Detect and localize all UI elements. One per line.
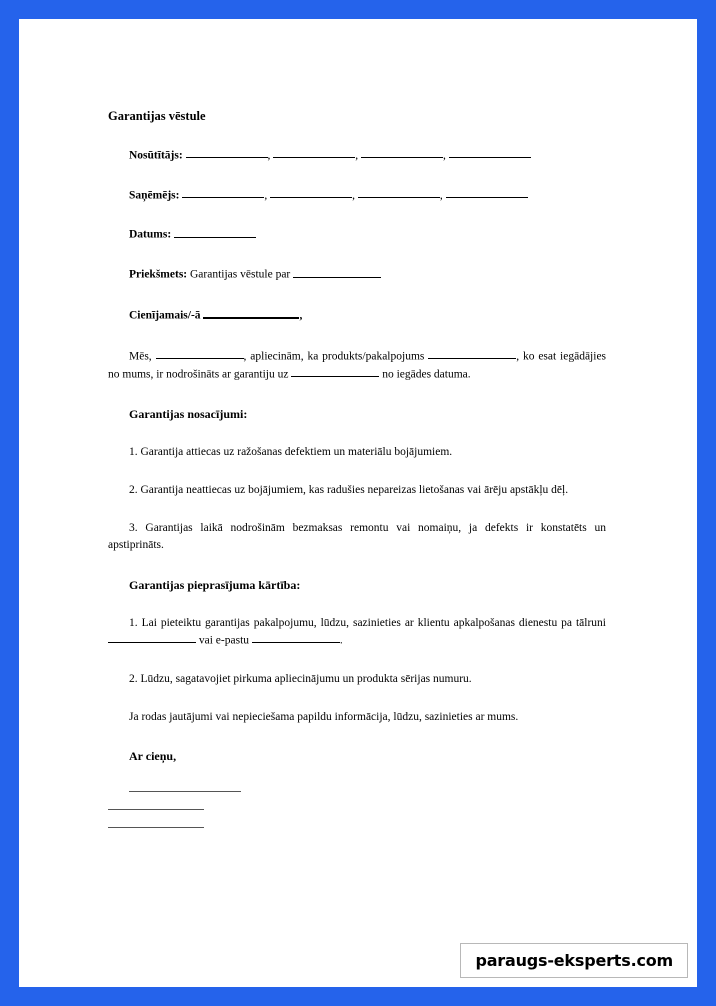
field-subject-text: Garantijas vēstule par	[190, 268, 291, 281]
field-recipient-label: Saņēmējs:	[129, 189, 180, 202]
greeting-blank[interactable]	[203, 306, 299, 319]
greeting-trailing: ,	[299, 309, 303, 322]
field-subject	[108, 266, 606, 284]
field-date-label: Datums:	[129, 228, 172, 241]
sender-separator-2: ,	[355, 149, 362, 162]
closing-text: Ar cieņu,	[129, 749, 177, 764]
field-subject-label: Priekšmets:	[129, 268, 188, 281]
signature-block	[108, 791, 606, 828]
condition-item-2: 2. Garantija neattiecas uz bojājumiem, kas radušies nepareizas lietošanas vai ārēju apstākļu dēļ.	[129, 483, 569, 496]
conditions-heading: Garantijas nosacījumi:	[129, 406, 248, 421]
contact-note: Ja rodas jautājumi vai nepieciešama papildu informācija, lūdzu, sazinieties ar mums.	[129, 710, 519, 723]
sender-separator-1: ,	[267, 149, 274, 162]
signature-line-3[interactable]	[108, 827, 204, 828]
intro-blank-3[interactable]	[291, 366, 379, 378]
greeting-line	[108, 306, 606, 325]
field-date	[108, 226, 606, 244]
procedure-phone-blank[interactable]	[108, 632, 196, 644]
procedure-item-2: 2. Lūdzu, sagatavojiet pirkuma apliecinājumu un produkta sērijas numuru.	[129, 672, 472, 685]
watermark-badge: paraugs-eksperts.com	[460, 943, 688, 978]
recipient-blank-3[interactable]	[358, 187, 440, 199]
field-recipient	[108, 187, 606, 205]
sender-blank-1[interactable]	[186, 147, 268, 159]
subject-blank[interactable]	[293, 266, 381, 278]
sender-blank-2[interactable]	[273, 147, 355, 159]
page-title: Garantijas vēstule	[108, 109, 206, 123]
recipient-blank-1[interactable]	[182, 187, 264, 199]
recipient-blank-4[interactable]	[446, 187, 528, 199]
sender-blank-4[interactable]	[449, 147, 531, 159]
condition-item-3: 3. Garantijas laikā nodrošinām bezmaksas remontu vai nomaiņu, ja defekts ir konstatēts un apstiprināts.	[108, 522, 606, 552]
date-blank[interactable]	[174, 226, 256, 238]
field-sender-label: Nosūtītājs:	[129, 149, 183, 162]
sender-blank-3[interactable]	[361, 147, 443, 159]
recipient-blank-2[interactable]	[270, 187, 352, 199]
condition-item-1: 1. Garantija attiecas uz ražošanas defektiem un materiālu bojājumiem.	[129, 445, 453, 458]
signature-line-2[interactable]	[108, 809, 204, 810]
field-sender	[108, 147, 606, 165]
intro-paragraph	[108, 348, 606, 384]
recipient-separator-3: ,	[439, 189, 446, 202]
procedure-heading: Garantijas pieprasījuma kārtība:	[129, 577, 301, 592]
intro-part-1: Mēs,	[129, 350, 152, 363]
sender-separator-3: ,	[443, 149, 449, 162]
recipient-separator-2: ,	[352, 189, 358, 202]
recipient-separator-1: ,	[264, 189, 271, 202]
document-body	[108, 107, 606, 845]
intro-part-4: no iegādes datuma.	[382, 368, 471, 381]
document-page	[19, 19, 697, 987]
intro-blank-1[interactable]	[156, 348, 244, 360]
procedure-item-1-part-2: vai e-pastu	[198, 634, 250, 647]
procedure-item-1-part-1: 1. Lai pieteiktu garantijas pakalpojumu, lūdzu, sazinieties ar klientu apkalpošanas dienestu pa tālruni	[129, 616, 606, 629]
procedure-item-1-part-3: .	[339, 634, 343, 647]
intro-blank-2[interactable]	[428, 348, 516, 360]
intro-part-2: , apliecinām, ka produkts/pakalpojums	[243, 350, 425, 363]
greeting-text: Cienījamais/-ā	[129, 309, 201, 322]
procedure-email-blank[interactable]	[252, 632, 340, 644]
procedure-item-1	[108, 615, 606, 650]
signature-line-1[interactable]	[129, 791, 241, 792]
intro-part-3: , ko esat iegādājies no mums, ir nodrošināts ar garantiju uz	[108, 350, 607, 381]
